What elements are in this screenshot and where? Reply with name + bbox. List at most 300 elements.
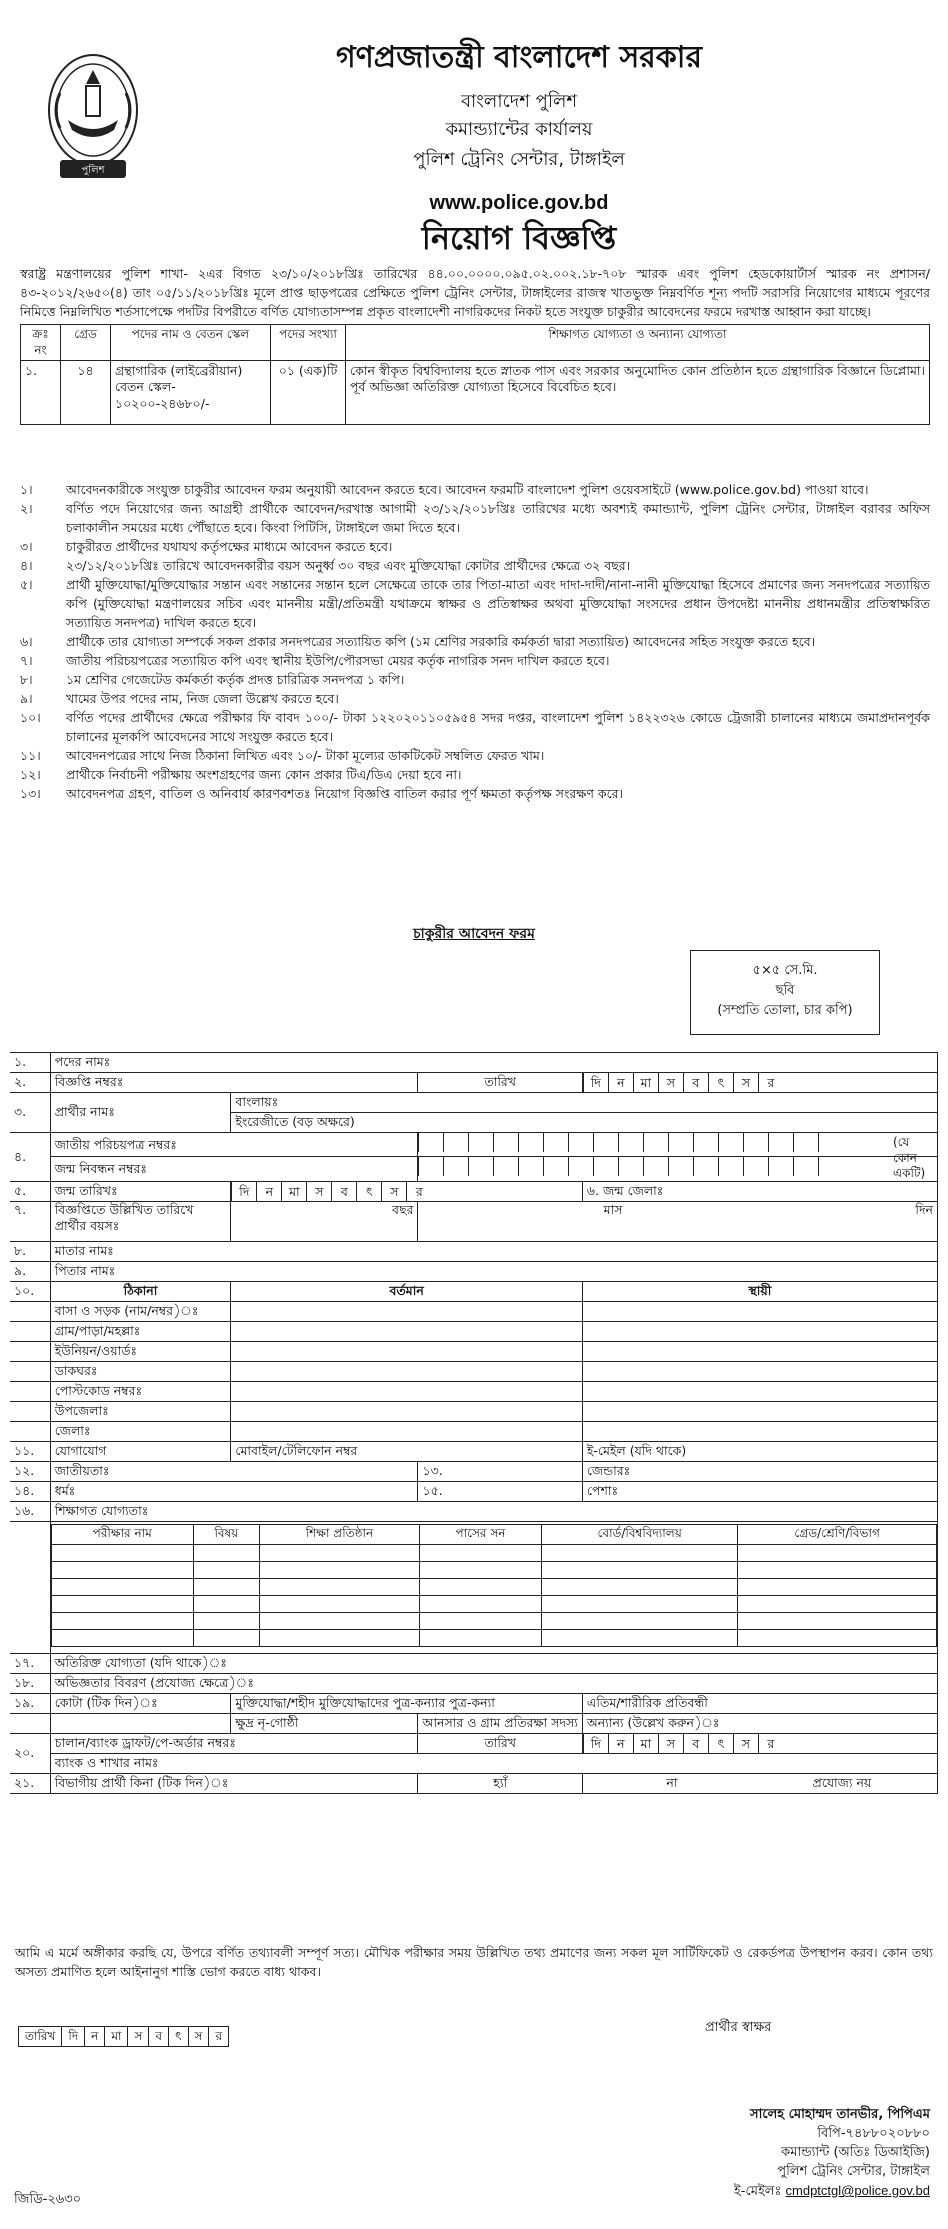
- digit-box[interactable]: [693, 1157, 718, 1176]
- form-field[interactable]: [419, 1629, 541, 1646]
- text-field: ৩.: [10, 1093, 50, 1133]
- form-field[interactable]: [231, 1341, 583, 1361]
- text-field[interactable]: হ্যাঁ: [418, 1773, 582, 1793]
- list-item: [20, 689, 930, 708]
- text-field[interactable]: মাস: [603, 1201, 623, 1217]
- digit-box[interactable]: [543, 1157, 568, 1176]
- digit-box[interactable]: [443, 1157, 468, 1176]
- govt-title: গণপ্রজাতন্ত্রী বাংলাদেশ সরকার: [336, 40, 702, 75]
- form-row-nationality: [10, 1461, 938, 1481]
- applicant-date-boxes[interactable]: [18, 2026, 229, 2047]
- text-field: ১৬.: [10, 1501, 50, 1521]
- text-field[interactable]: মাতার নামঃ: [50, 1241, 937, 1261]
- text-field[interactable]: জাতীয় পরিচয়পত্র নম্বরঃ: [50, 1133, 418, 1157]
- form-row-education: [10, 1501, 938, 1521]
- form-field[interactable]: [193, 1561, 259, 1578]
- text-field[interactable]: বাংলায়ঃ: [231, 1093, 938, 1113]
- dept-name: বাংলাদেশ পুলিশ: [460, 91, 578, 112]
- table-row: [51, 1561, 936, 1578]
- date-box[interactable]: মা: [281, 1182, 306, 1201]
- text-field: ১৩.: [418, 1461, 582, 1481]
- text-field: বাসা ও সড়ক (নাম/নম্বর)ঃ: [50, 1301, 231, 1321]
- date-box[interactable]: মা: [633, 1734, 658, 1753]
- digit-box[interactable]: [443, 1133, 468, 1152]
- text-field: ১৪: [61, 361, 111, 425]
- text-field: পুলিশ: [81, 165, 105, 176]
- text-field: ১১.: [10, 1441, 50, 1461]
- signer-block: [600, 2105, 930, 2201]
- digit-box[interactable]: [618, 1133, 643, 1152]
- text-field: ই-মেইলঃ: [734, 2184, 782, 2199]
- list-item: [20, 537, 930, 556]
- text-field: খামের উপর পদের নাম, নিজ জেলা উল্লেখ করতে হবে।: [66, 691, 339, 706]
- date-box[interactable]: র: [406, 1182, 431, 1201]
- signer-center: পুলিশ ট্রেনিং সেন্টার, টাঙ্গাইল: [777, 2164, 930, 2179]
- text-field: বিভাগীয় প্রার্থী কিনা (টিক দিন)ঃ: [50, 1773, 418, 1793]
- form-field[interactable]: [51, 1629, 193, 1646]
- text-field: গ্রন্থাগারিক (লাইব্রেরীয়ান) বেতন স্কেল- ১০২০০-২৪৬৮০/-: [111, 361, 271, 425]
- digit-box[interactable]: [593, 1157, 618, 1176]
- text-field: জেলাঃ: [50, 1421, 231, 1441]
- text-field: চাকুরীরত প্রার্থীদের যথাযথ কর্তৃপক্ষের মাধ্যমে আবেদন করতে হবে।: [66, 539, 393, 554]
- text-field: ১।: [20, 482, 33, 497]
- gd-code: জিডি-২৬৩০: [14, 2192, 82, 2207]
- form-field[interactable]: [542, 1595, 738, 1612]
- form-field[interactable]: [51, 1578, 193, 1595]
- text-field[interactable]: ক্ষুদ্র নৃ-গোষ্ঠী: [231, 1713, 418, 1733]
- form-field[interactable]: [419, 1561, 541, 1578]
- form-field[interactable]: [419, 1544, 541, 1561]
- form-row-notice-no: [10, 1073, 938, 1093]
- form-field[interactable]: [231, 1321, 583, 1341]
- date-box[interactable]: ন: [85, 2027, 105, 2047]
- form-row-post: [10, 1053, 938, 1073]
- form-field[interactable]: [582, 1301, 937, 1321]
- form-row-challan: [10, 1733, 938, 1753]
- col-grade: গ্রেড: [61, 325, 111, 361]
- photo-box: [690, 950, 880, 1035]
- col-serial: ক্রঃ নং: [21, 325, 61, 361]
- text-field[interactable]: মোবাইল/টেলিফোন নম্বর: [231, 1441, 583, 1461]
- text-field[interactable]: অতিরিক্ত যোগ্যতা (যদি থাকে)ঃ: [50, 1653, 937, 1673]
- education-table: [51, 1524, 937, 1647]
- form-field[interactable]: [193, 1595, 259, 1612]
- challan-date-boxes[interactable]: [583, 1734, 937, 1753]
- text-field: যোগাযোগ: [50, 1441, 231, 1461]
- date-box[interactable]: দি: [583, 1073, 608, 1092]
- form-field[interactable]: [51, 1544, 193, 1561]
- date-box[interactable]: ৎ: [169, 2027, 188, 2047]
- digit-box[interactable]: [793, 1133, 818, 1152]
- text-field: ৩।: [20, 539, 33, 554]
- form-field[interactable]: [419, 1595, 541, 1612]
- digit-box[interactable]: [493, 1157, 518, 1176]
- text-field: পোস্টকোড নম্বরঃ: [50, 1381, 231, 1401]
- form-field[interactable]: [259, 1595, 419, 1612]
- post-table-header: [21, 325, 930, 361]
- conditions-list: [20, 480, 930, 803]
- digit-box[interactable]: [793, 1157, 818, 1176]
- digit-box[interactable]: [568, 1157, 593, 1176]
- text-field: ৮.: [10, 1241, 50, 1261]
- digit-box[interactable]: [518, 1133, 543, 1152]
- text-field: ২১.: [10, 1773, 50, 1793]
- list-item: [20, 499, 930, 537]
- text-field: ইউনিয়ন/ওয়ার্ডঃ: [50, 1341, 231, 1361]
- text-field[interactable]: পেশাঃ: [582, 1481, 937, 1501]
- digit-box[interactable]: [668, 1157, 693, 1176]
- text-field: কোটা (টিক দিন)ঃ: [50, 1693, 231, 1713]
- form-row-nid: [10, 1133, 938, 1157]
- form-field[interactable]: [738, 1561, 937, 1578]
- text-field: প্রার্থীকে নির্বাচনী পরীক্ষায় অংশগ্রহণের জন্য কোন প্রকার টিএ/ডিএ দেয়া হবে না।: [66, 767, 462, 782]
- form-field[interactable]: [582, 1421, 937, 1441]
- form-field[interactable]: [542, 1561, 738, 1578]
- education-col: পাসের সন: [419, 1524, 541, 1544]
- address-fields: [10, 1301, 938, 1441]
- date-box[interactable]: স: [306, 1182, 331, 1201]
- text-field: ডাকঘরঃ: [50, 1361, 231, 1381]
- list-item: [20, 765, 930, 784]
- center-name: পুলিশ ট্রেনিং সেন্টার, টাঙ্গাইল: [413, 149, 625, 170]
- address-row: [10, 1341, 938, 1361]
- date-box[interactable]: মা: [633, 1073, 658, 1092]
- date-box[interactable]: ন: [608, 1073, 633, 1092]
- text-field[interactable]: দিন: [915, 1201, 933, 1217]
- text-field[interactable]: এতিম/শারীরিক প্রতিবন্ধী: [582, 1693, 937, 1713]
- digit-box[interactable]: [643, 1133, 668, 1152]
- signature-label: প্রার্থীর স্বাক্ষর: [705, 2020, 772, 2035]
- table-row: [51, 1629, 936, 1646]
- form-field[interactable]: [259, 1612, 419, 1629]
- text-field[interactable]: পদের নামঃ: [50, 1053, 937, 1073]
- text-field: ৬.: [586, 1182, 600, 1198]
- text-field: বর্তমান: [231, 1281, 583, 1301]
- text-field: ছবি: [775, 983, 795, 998]
- date-box[interactable]: মা: [105, 2027, 128, 2047]
- form-row-extra: [10, 1653, 938, 1673]
- digit-box[interactable]: [418, 1133, 443, 1152]
- form-row-address: [10, 1281, 938, 1301]
- col-post: পদের নাম ও বেতন স্কেল: [111, 325, 271, 361]
- education-col: বিষয়: [193, 1524, 259, 1544]
- form-field[interactable]: [542, 1629, 738, 1646]
- form-field[interactable]: [193, 1578, 259, 1595]
- digit-box[interactable]: [543, 1133, 568, 1152]
- form-field[interactable]: [259, 1561, 419, 1578]
- form-field[interactable]: [738, 1629, 937, 1646]
- text-field[interactable]: ইংরেজীতে (বড় অক্ষরে): [231, 1113, 938, 1133]
- text-field: উপজেলাঃ: [50, 1401, 231, 1421]
- text-field[interactable]: বিজ্ঞপ্তি নম্বরঃ: [50, 1073, 418, 1093]
- form-field[interactable]: [231, 1381, 583, 1401]
- text-field[interactable]: আনসার ও গ্রাম প্রতিরক্ষা সদস্য: [418, 1713, 582, 1733]
- date-box[interactable]: ৎ: [708, 1073, 733, 1092]
- text-field[interactable]: জাতীয়তাঃ: [50, 1461, 418, 1481]
- digit-box[interactable]: [693, 1133, 718, 1152]
- text-field[interactable]: চালান/ব্যাংক ড্রাফট/পে-অর্ডার নম্বরঃ: [50, 1733, 418, 1753]
- text-field: ১৯.: [10, 1693, 50, 1713]
- post-table: [20, 324, 930, 425]
- text-field[interactable]: না: [666, 1774, 678, 1790]
- date-box[interactable]: ন: [608, 1734, 633, 1753]
- digit-box[interactable]: [718, 1157, 743, 1176]
- date-box[interactable]: স: [733, 1734, 758, 1753]
- signer-email-line: [600, 2181, 930, 2201]
- form-field[interactable]: [582, 1401, 937, 1421]
- text-field: ১২।: [20, 767, 41, 782]
- text-field[interactable]: জন্ম জেলাঃ: [603, 1182, 664, 1198]
- text-field: ৫.: [10, 1181, 50, 1201]
- signer-rank: কমান্ড্যান্ট (অতিঃ ডিআইজি): [781, 2145, 930, 2160]
- form-row-experience: [10, 1673, 938, 1693]
- digit-box[interactable]: [743, 1133, 768, 1152]
- date-box[interactable]: দি: [62, 2027, 85, 2047]
- date-box[interactable]: স: [733, 1073, 758, 1092]
- digit-box[interactable]: [743, 1157, 768, 1176]
- notice-title: নিয়োগ বিজ্ঞপ্তি: [421, 219, 617, 257]
- digit-box[interactable]: [768, 1133, 793, 1152]
- education-col: গ্রেড/শ্রেণি/বিভাগ: [738, 1524, 937, 1544]
- form-field[interactable]: [231, 1401, 583, 1421]
- table-row: [21, 361, 930, 425]
- text-field[interactable]: ধর্মঃ: [50, 1481, 418, 1501]
- form-field[interactable]: [259, 1578, 419, 1595]
- form-row-quota-2: [10, 1713, 938, 1733]
- date-boxes[interactable]: [583, 1073, 937, 1092]
- text-field: ২।: [20, 501, 33, 516]
- list-item: [20, 480, 930, 499]
- text-field[interactable]: অন্যান্য (উল্লেখ করুন)ঃ: [582, 1713, 937, 1733]
- address-row: [10, 1361, 938, 1381]
- date-box[interactable]: র: [758, 1734, 783, 1753]
- text-field[interactable]: জেন্ডারঃ: [582, 1461, 937, 1481]
- text-field: ১২.: [10, 1461, 50, 1481]
- form-field[interactable]: [259, 1544, 419, 1561]
- education-table-header: [51, 1524, 936, 1544]
- text-field: ১৫.: [418, 1481, 582, 1501]
- declaration: আমি এ মর্মে অঙ্গীকার করছি যে, উপরে বর্ণিত তথ্যাবলী সম্পূর্ণ সত্য। মৌখিক পরীক্ষার সময় উল্লিখিত তথ্য প্রমাণের জন্য সকল মূল সার্টিফিকেট ও রেকর্ডপত্র উপস্থাপন করব। কোন তথ্য অসত্য প্রমাণিত হলে আইনানুগ শাস্তি ভোগ করতে বাধ্য থাকব।: [15, 1945, 933, 1979]
- digit-box[interactable]: [818, 1157, 843, 1176]
- digit-box[interactable]: [668, 1133, 693, 1152]
- date-box[interactable]: দি: [231, 1182, 256, 1201]
- form-field[interactable]: [51, 1561, 193, 1578]
- text-field: আবেদনকারীকে সংযুক্ত চাকুরীর আবেদন ফরম অনুযায়ী আবেদন করতে হবে। আবেদন ফরমটি বাংলাদেশ পুলিশ ওয়েবসাইটে (www.police.gov.bd) পাওয়া যাবে।: [66, 482, 869, 497]
- form-field[interactable]: [193, 1629, 259, 1646]
- form-field[interactable]: [738, 1612, 937, 1629]
- col-count: পদের সংখ্যা: [271, 325, 346, 361]
- date-box[interactable]: ব: [683, 1073, 708, 1092]
- form-field[interactable]: [542, 1544, 738, 1561]
- signer-bp: বিপি-৭৪৮৮০২০৮৮০: [817, 2126, 930, 2141]
- text-field: ৬।: [20, 634, 33, 649]
- list-item: [20, 651, 930, 670]
- application-form: [10, 1052, 938, 1794]
- text-field: ৭।: [20, 653, 33, 668]
- text-field: শিক্ষাগত যোগ্যতাঃ: [50, 1501, 937, 1521]
- form-row-religion: [10, 1481, 938, 1501]
- text-field: ৯।: [20, 691, 33, 706]
- text-field: ৪.: [10, 1133, 50, 1182]
- text-field: ৮।: [20, 672, 33, 687]
- education-col: পরীক্ষার নাম: [51, 1524, 193, 1544]
- form-field[interactable]: [259, 1629, 419, 1646]
- text-field: কোন স্বীকৃত বিশ্ববিদ্যালয় হতে স্নাতক পাস এবং সরকার অনুমোদিত কোন প্রতিষ্ঠান হতে গ্রন্থাগারিক বিজ্ঞানে ডিপ্লোমা। পূর্ব অভিজ্ঞা অতিরিক্ত যোগ্যতা হিসেবে বিবেচিত হবে।: [346, 361, 930, 425]
- intro-paragraph: স্বরাষ্ট্র মন্ত্রণালয়ের পুলিশ শাখা- ২এর বিগত ২৩/১০/২০১৮খ্রিঃ তারিখের ৪৪.০০.০০০০.০৯৫.০২.০০২.১৮-৭০৮ স্মারক এবং পুলিশ হেডকোয়ার্টার্স স্মারক নং প্রশাসন/৪৩-২০১২/২৬৫০(৪) তাং ০৫/১১/২০১৮খ্রিঃ মূলে প্রাপ্ত ছাড়পত্রের প্রেক্ষিতে পুলিশ ট্রেনিং সেন্টার, টাঙ্গাইলের রাজস্ব খাতভুক্ত নিম্নবর্ণিত শূন্য পদটি সরাসরি নিয়োগের মাধ্যমে পূরণের নিমিত্তে নিম্নলিখিত শর্তসাপেক্ষে পদটির বিপরীতে বর্ণিত যোগ্যতাসম্পন্ন প্রকৃত বাংলাদেশী নাগরিকদের নিকট হতে সংযুক্ত চাকুরীর আবেদনের ফরমে দরখাস্ত আহ্বান করা যাচ্ছে।: [20, 266, 930, 319]
- table-row: [51, 1544, 936, 1561]
- text-field: ১৮.: [10, 1673, 50, 1693]
- text-field: ঠিকানা: [50, 1281, 231, 1301]
- text-field: ৫।: [20, 577, 33, 592]
- form-field[interactable]: [419, 1578, 541, 1595]
- date-box[interactable]: ব: [331, 1182, 356, 1201]
- form-row-mother: [10, 1241, 938, 1261]
- address-row: [10, 1401, 938, 1421]
- form-row-bank: [10, 1753, 938, 1773]
- digit-box[interactable]: [593, 1133, 618, 1152]
- form-field[interactable]: [542, 1612, 738, 1629]
- form-row-dob: [10, 1181, 938, 1201]
- text-field: জন্ম তারিখঃ: [50, 1181, 231, 1201]
- digit-box[interactable]: [768, 1157, 793, 1176]
- list-item: [20, 670, 930, 689]
- form-row-contact: [10, 1441, 938, 1461]
- text-field: প্রার্থীকে তার যোগ্যতা সম্পর্কে সকল প্রকার সনদপত্রের সত্যায়িত কপি (১ম শ্রেণির সরকারি কর্মকর্তা দ্বারা সত্যায়িত) আবেদনের সহিত সংযুক্ত করতে হবে।: [66, 634, 816, 649]
- form-row-education-table: [10, 1521, 938, 1653]
- date-box[interactable]: ৎ: [356, 1182, 381, 1201]
- text-field[interactable]: বছর: [231, 1201, 418, 1241]
- dob-boxes[interactable]: [231, 1182, 582, 1201]
- digit-box[interactable]: [493, 1133, 518, 1152]
- list-item: [20, 556, 930, 575]
- office-name: কমান্ড্যান্টের কার্যালয়: [445, 119, 593, 140]
- text-field: ১৪.: [10, 1481, 50, 1501]
- list-item: [20, 784, 930, 803]
- text-field: (যে কোন একটি): [893, 1135, 926, 1181]
- text-field[interactable]: অভিজ্ঞতার বিবরণ (প্রযোজ্য ক্ষেত্রে)ঃ: [50, 1673, 937, 1693]
- form-row-birthreg: [10, 1157, 938, 1181]
- text-field[interactable]: ব্যাংক ও শাখার নামঃ: [50, 1753, 937, 1773]
- digit-box[interactable]: [718, 1133, 743, 1152]
- list-item: [20, 632, 930, 651]
- address-row: [10, 1421, 938, 1441]
- date-box[interactable]: ব: [149, 2027, 169, 2047]
- text-field: ১ম শ্রেণির গেজেটেড কর্মকর্তা কর্তৃক প্রদত্ত চারিত্রিক সনদপত্র ১ কপি।: [66, 672, 405, 687]
- table-row: [51, 1612, 936, 1629]
- date-box[interactable]: ব: [683, 1734, 708, 1753]
- form-title: চাকুরীর আবেদন ফরম: [413, 926, 535, 942]
- digit-box[interactable]: [618, 1157, 643, 1176]
- form-row-departmental: [10, 1773, 938, 1793]
- digit-box[interactable]: [818, 1133, 843, 1152]
- text-field: ১.: [10, 1053, 50, 1073]
- form-field[interactable]: [582, 1361, 937, 1381]
- form-field[interactable]: [738, 1595, 937, 1612]
- form-field[interactable]: [51, 1595, 193, 1612]
- form-field[interactable]: [582, 1381, 937, 1401]
- text-field[interactable]: জন্ম নিবন্ধন নম্বরঃ: [50, 1157, 418, 1181]
- form-row-quota-1: [10, 1693, 938, 1713]
- text-field[interactable]: প্রযোজ্য নয়: [812, 1774, 872, 1790]
- digit-box[interactable]: [418, 1157, 443, 1176]
- text-field: ৯.: [10, 1261, 50, 1281]
- text-field[interactable]: পিতার নামঃ: [50, 1261, 937, 1281]
- text-field: ৪।: [20, 558, 33, 573]
- address-row: [10, 1381, 938, 1401]
- form-field[interactable]: [542, 1578, 738, 1595]
- signer-email-link[interactable]: cmdptctgl@police.gov.bd: [785, 2183, 930, 2198]
- text-field: গ্রাম/পাড়া/মহল্লাঃ: [50, 1321, 231, 1341]
- text-field: ১০.: [10, 1281, 50, 1301]
- form-row-name-bn: [10, 1093, 938, 1113]
- date-box[interactable]: স: [188, 2027, 209, 2047]
- digit-box[interactable]: [468, 1133, 493, 1152]
- form-field[interactable]: [738, 1544, 937, 1561]
- text-field: তারিখ: [418, 1073, 582, 1093]
- text-field: বিজ্ঞপ্তিতে উল্লিখিত তারিখে প্রার্থীর বয়সঃ: [50, 1201, 231, 1241]
- form-field[interactable]: [419, 1612, 541, 1629]
- address-row: [10, 1301, 938, 1321]
- list-item: [20, 746, 930, 765]
- digit-box[interactable]: [518, 1157, 543, 1176]
- form-field[interactable]: [51, 1612, 193, 1629]
- form-field[interactable]: [231, 1421, 583, 1441]
- date-box[interactable]: স: [381, 1182, 406, 1201]
- col-qualification: শিক্ষাগত যোগ্যতা ও অন্যান্য যোগ্যতা: [346, 325, 930, 361]
- form-field[interactable]: [231, 1361, 583, 1381]
- digit-box[interactable]: [643, 1157, 668, 1176]
- text-field: বর্ণিত পদে নিয়োগের জন্য আগ্রহী প্রার্থীকে আবেদন/দরখাস্ত আগামী ২৩/১২/২০১৮খ্রিঃ তারিখের মধ্যে অবশ্যই কমান্ড্যান্ট, পুলিশ ট্রেনিং সেন্টার, টাঙ্গাইল বরাবর অফিস চলাকালীন সময়ের মধ্যে পৌঁছাতে হবে। কিংবা পিটিসি, টাঙ্গাইলে জমা দিতে হবে।: [66, 501, 930, 535]
- digit-box[interactable]: [568, 1133, 593, 1152]
- digit-box[interactable]: [468, 1157, 493, 1176]
- text-field: আবেদনপত্র গ্রহণ, বাতিল ও অনিবার্য কারণবশতঃ নিয়োগ বিজ্ঞপ্তি বাতিল করার পূর্ণ ক্ষমতা কর্তৃপক্ষ সংরক্ষণ করে।: [66, 786, 623, 801]
- form-field[interactable]: [231, 1301, 583, 1321]
- text-field[interactable]: মুক্তিযোদ্ধা/শহীদ মুক্তিযোদ্ধাদের পুত্র-কন্যার পুত্র-কন্যা: [231, 1693, 583, 1713]
- text-field: ১৭.: [10, 1653, 50, 1673]
- text-field: জাতীয় পরিচয়পত্রের সত্যায়িত কপি এবং স্থানীয় ইউপি/পৌরসভা মেয়র কর্তৃক নাগরিক সনদ দাখিল করতে হবে।: [66, 653, 610, 668]
- education-col: শিক্ষা প্রতিষ্ঠান: [259, 1524, 419, 1544]
- birthreg-boxes[interactable]: [418, 1164, 843, 1179]
- text-field: প্রার্থী মুক্তিযোদ্ধা/মুক্তিযোদ্ধার সন্তান এবং সন্তানের সন্তান হলে সেক্ষেত্রে তাকে তার পিতা-মাতা এবং দাদা-দাদী/নানা-নানী মুক্তিযোদ্ধা হিসেবে প্রমাণের জন্য সনদপত্রের সত্যায়িত কপি (মুক্তিযোদ্ধা মন্ত্রণালয়ের সচিব এবং মাননীয় মন্ত্রী/প্রতিমন্ত্রী যথাক্রমে স্বাক্ষর ও প্রতিস্বাক্ষর অথবা মুক্তিযোদ্ধা সংসদের প্রধান উপদেষ্টা মাননীয় প্রধানমন্ত্রীর প্রতিস্বাক্ষরিত সত্যায়িত সনদপত্র) দাখিল করতে হবে।: [66, 577, 930, 630]
- text-field: (সম্প্রতি তোলা, চার কপি): [717, 1003, 853, 1018]
- text-field: ১০।: [20, 710, 41, 725]
- form-field[interactable]: [582, 1341, 937, 1361]
- date-box[interactable]: ৎ: [708, 1734, 733, 1753]
- text-field: আবেদনপত্রের সাথে নিজ ঠিকানা লিখিত এবং ১০/- টাকা মূল্যের ডাকটিকেট সম্বলিত ফেরত খাম।: [66, 748, 545, 763]
- date-box[interactable]: স: [658, 1073, 683, 1092]
- form-field[interactable]: [193, 1544, 259, 1561]
- text-field: ৭.: [10, 1201, 50, 1241]
- form-field[interactable]: [738, 1578, 937, 1595]
- text-field: ২০.: [10, 1733, 50, 1773]
- date-box[interactable]: ন: [256, 1182, 281, 1201]
- nid-boxes[interactable]: [418, 1140, 843, 1155]
- form-field[interactable]: [193, 1612, 259, 1629]
- date-box[interactable]: র: [209, 2027, 229, 2047]
- form-field[interactable]: [582, 1321, 937, 1341]
- text-field[interactable]: ই-মেইল (যদি থাকে): [582, 1441, 937, 1461]
- letterhead: [0, 0, 948, 257]
- date-box[interactable]: র: [758, 1073, 783, 1092]
- table-row: [51, 1595, 936, 1612]
- list-item: [20, 575, 930, 632]
- text-field: তারিখ: [418, 1733, 582, 1753]
- text-field: স্থায়ী: [582, 1281, 937, 1301]
- table-row: [51, 1578, 936, 1595]
- date-box[interactable]: স: [128, 2027, 149, 2047]
- date-box[interactable]: স: [658, 1734, 683, 1753]
- date-box[interactable]: দি: [583, 1734, 608, 1753]
